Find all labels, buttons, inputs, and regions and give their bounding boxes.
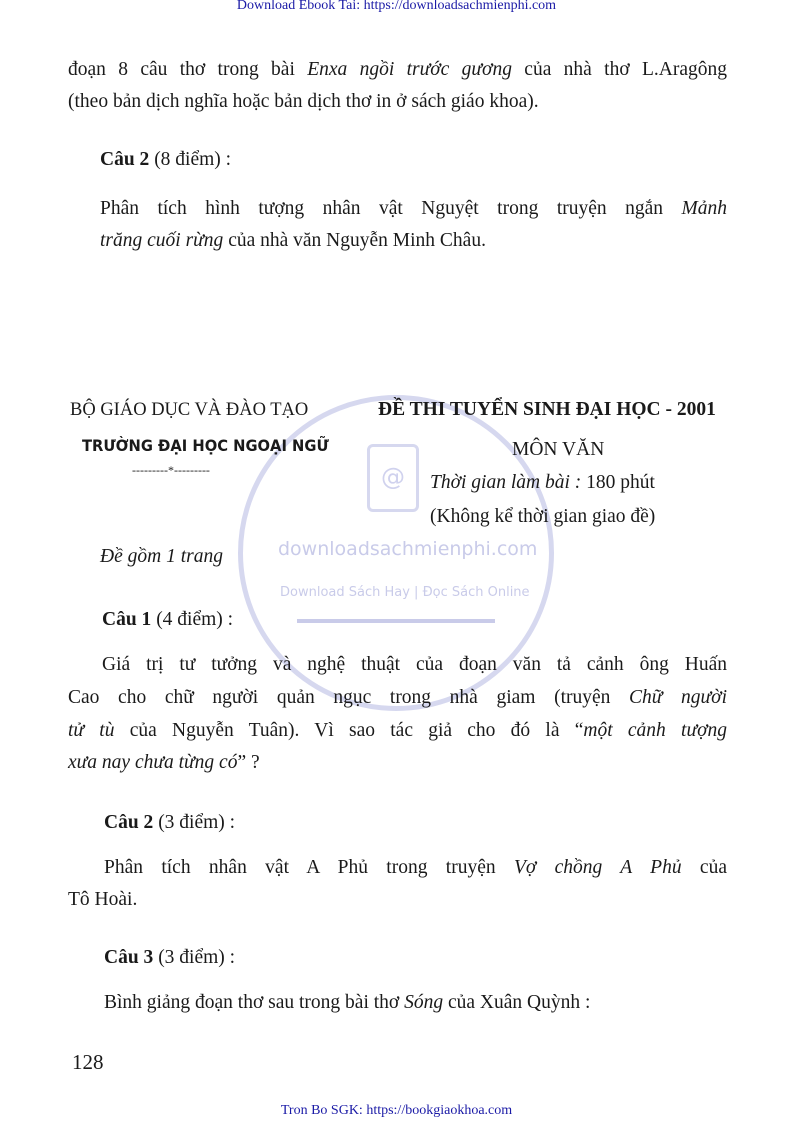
page-count-note: Đề gồm 1 trang xyxy=(100,546,223,567)
school-name: TRƯỜNG ĐẠI HỌC NGOẠI NGỮ xyxy=(82,436,329,455)
text-line xyxy=(104,856,727,880)
text-segment: xưa nay chưa từng có xyxy=(68,752,238,773)
text-segment: của Xuân Quỳnh : xyxy=(443,992,591,1013)
text-line xyxy=(100,197,727,221)
text-segment: tử tù xyxy=(68,720,115,741)
exam-title: ĐỀ THI TUYỂN SINH ĐẠI HỌC - 2001 xyxy=(378,399,716,420)
text-line xyxy=(68,751,260,775)
text-segment: (4 điểm) : xyxy=(151,609,234,630)
text-line xyxy=(100,148,231,172)
text-line xyxy=(68,58,727,82)
exam-subject: MÔN VĂN xyxy=(512,439,605,460)
footer-link-text[interactable]: Tron Bo SGK: https://bookgiaokhoa.com xyxy=(280,1103,513,1118)
question-label: Câu 2 xyxy=(100,149,150,170)
text-segment: Vợ chồng A Phủ xyxy=(513,857,682,878)
text-segment: Giá trị tư tưởng và nghệ thuật của đoạn văn tả cảnh ông Huấn xyxy=(102,654,727,675)
text-segment: Sóng xyxy=(404,992,444,1013)
ministry-name: BỘ GIÁO DỤC VÀ ĐÀO TẠO xyxy=(70,400,309,420)
separator: ---------*--------- xyxy=(132,463,210,477)
text-segment: của nhà văn Nguyễn Minh Châu. xyxy=(223,230,486,251)
exam-time xyxy=(430,471,655,495)
text-line xyxy=(104,991,590,1015)
watermark-site: downloadsachmienphi.com xyxy=(278,538,538,560)
text-segment: của nhà thơ L.Aragông xyxy=(511,59,728,80)
header-link-text[interactable]: Download Ebook Tai: https://downloadsachmienphi.com xyxy=(236,0,557,13)
text-line xyxy=(100,229,486,253)
text-segment: Bình giảng đoạn thơ sau trong bài thơ xyxy=(104,992,405,1013)
watermark-bar xyxy=(297,619,495,623)
text-segment: Tô Hoài. xyxy=(68,889,138,910)
text-segment: (3 điểm) : xyxy=(153,947,236,968)
text-segment: Phân tích hình tượng nhân vật Nguyệt trong truyện ngắn xyxy=(100,198,682,219)
text-segment: trăng cuối rừng xyxy=(100,230,224,251)
text-segment: (3 điểm) : xyxy=(153,812,236,833)
text-segment: một cảnh tượng xyxy=(583,720,727,741)
text-line xyxy=(104,946,235,970)
time-label: Thời gian làm bài : xyxy=(430,472,582,493)
text-segment: của Nguyễn Tuân). Vì sao tác giả cho đó là “ xyxy=(114,720,584,741)
text-segment: đoạn 8 câu thơ trong bài xyxy=(68,59,308,80)
text-segment: ” ? xyxy=(237,752,260,773)
text-line xyxy=(102,608,233,632)
text-segment: Phân tích nhân vật A Phủ trong truyện xyxy=(104,857,514,878)
text-segment: Cao cho chữ người quản ngục trong nhà giam (truyện xyxy=(68,687,630,708)
text-line xyxy=(102,653,727,677)
text-line xyxy=(68,90,539,114)
text-line xyxy=(68,719,727,743)
text-segment: Enxa ngồi trước gương xyxy=(307,59,512,80)
page-number: 128 xyxy=(72,1050,104,1074)
notebook-at-icon: @ xyxy=(367,444,419,512)
text-segment: (8 điểm) : xyxy=(149,149,232,170)
question-label: Câu 2 xyxy=(104,812,154,833)
watermark-tagline: Download Sách Hay | Đọc Sách Online xyxy=(280,585,530,600)
time-value: 180 phút xyxy=(586,472,655,493)
footer-link[interactable] xyxy=(0,1103,793,1119)
text-segment: (theo bản dịch nghĩa hoặc bản dịch thơ in ở sách giáo khoa). xyxy=(68,91,539,112)
text-line xyxy=(68,888,137,912)
text-segment: Mảnh xyxy=(681,198,727,219)
header-download-link[interactable] xyxy=(0,0,793,14)
question-label: Câu 3 xyxy=(104,947,154,968)
time-note: (Không kể thời gian giao đề) xyxy=(430,506,656,527)
text-segment: của xyxy=(681,857,727,878)
question-label: Câu 1 xyxy=(102,609,152,630)
text-line xyxy=(68,686,727,710)
text-line xyxy=(104,811,235,835)
text-segment: Chữ người xyxy=(629,687,727,708)
